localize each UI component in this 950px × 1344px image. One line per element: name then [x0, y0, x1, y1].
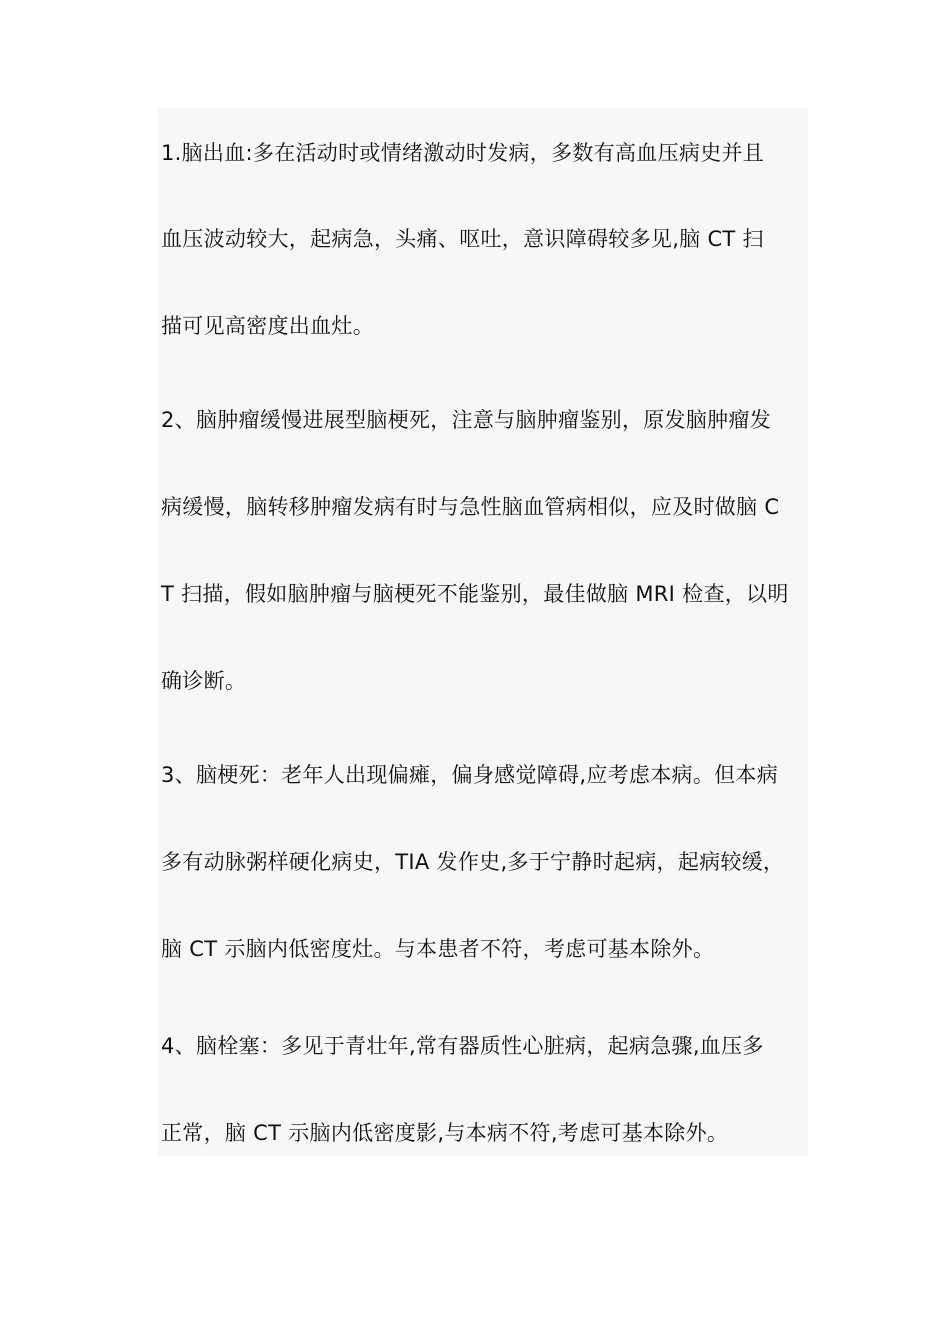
paragraph-3-line-1: 3、脑梗死：老年人出现偏瘫，偏身感觉障碍,应考虑本病。但本病	[161, 763, 779, 787]
paragraph-1-line-3: 描可见高密度出血灶。	[161, 314, 374, 338]
paragraph-4-line-2: 正常，脑 CT 示脑内低密度影,与本病不符,考虑可基本除外。	[161, 1121, 729, 1145]
paragraph-2-line-1: 2、脑肿瘤缓慢进展型脑梗死，注意与脑肿瘤鉴别，原发脑肿瘤发	[161, 408, 772, 432]
paragraph-1-line-1: 1.脑出血:多在活动时或情绪激动时发病，多数有高血压病史并且	[161, 141, 765, 165]
paragraph-1-line-2: 血压波动较大，起病急，头痛、呕吐，意识障碍较多见,脑 CT 扫	[161, 227, 764, 251]
paragraph-2-line-3: T 扫描，假如脑肿瘤与脑梗死不能鉴别，最佳做脑 MRI 检查，以明	[161, 582, 789, 606]
paragraph-2-line-2: 病缓慢，脑转移肿瘤发病有时与急性脑血管病相似，应及时做脑 C	[161, 495, 780, 519]
paragraph-4-line-1: 4、脑栓塞：多见于青壮年,常有器质性心脏病，起病急骤,血压多	[161, 1034, 764, 1058]
paragraph-3-line-2: 多有动脉粥样硬化病史，TIA 发作史,多于宁静时起病，起病较缓，	[161, 850, 785, 874]
paragraph-2-line-4: 确诊断。	[161, 669, 247, 693]
document-body	[158, 108, 808, 1156]
paragraph-3-line-3: 脑 CT 示脑内低密度灶。与本患者不符，考虑可基本除外。	[161, 937, 715, 961]
